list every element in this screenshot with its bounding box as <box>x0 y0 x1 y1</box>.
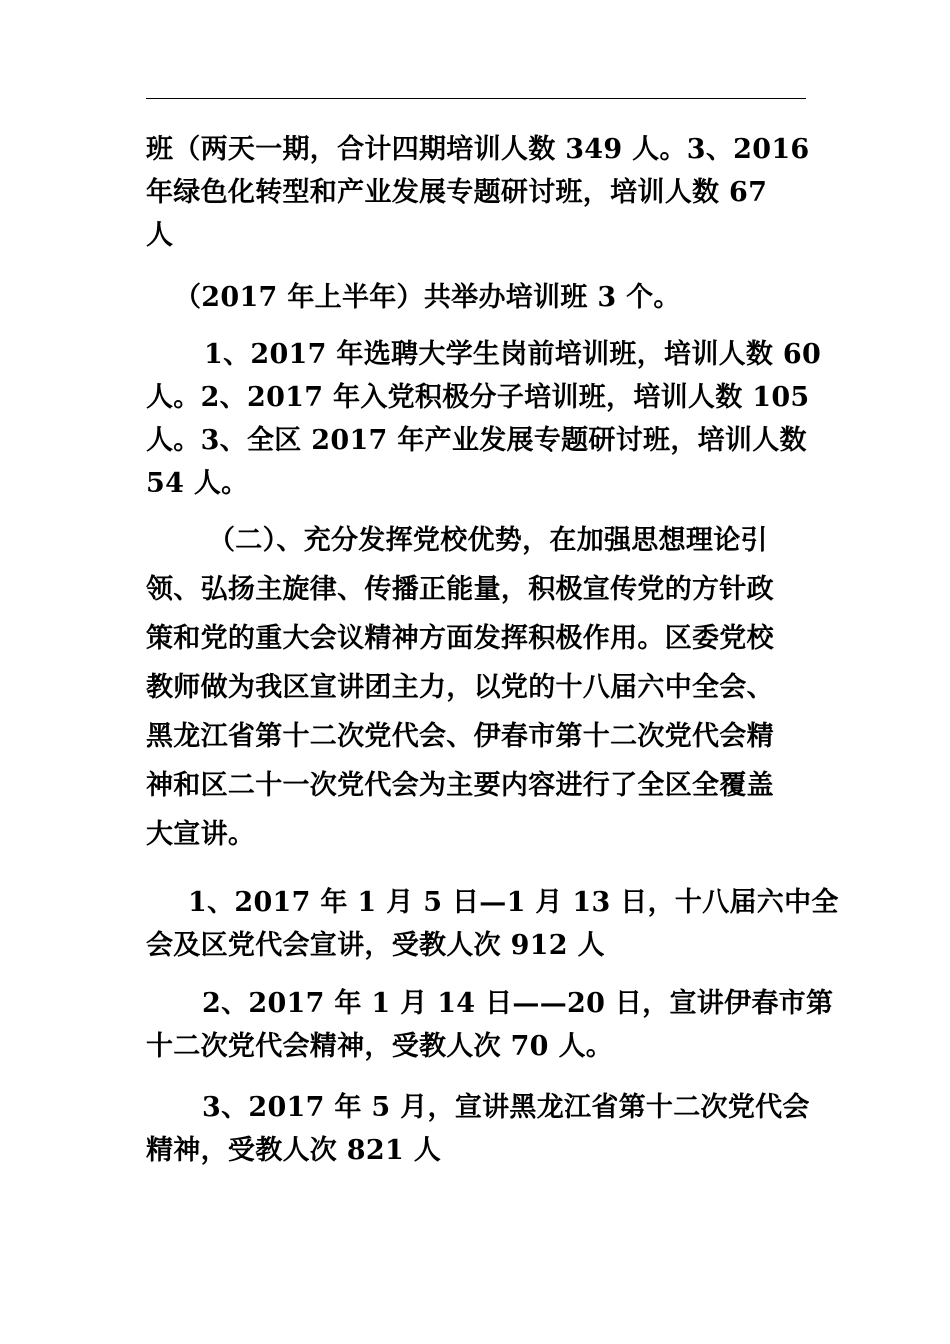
text-line: 3、2017 年 5 月，宣讲黑龙江省第十二次党代会 <box>202 1092 810 1123</box>
paragraph-training-2016 <box>146 128 810 257</box>
text-line: 黑龙江省第十二次党代会、伊春市第十二次党代会精 <box>146 721 774 752</box>
text-line: 会及区党代会宣讲，受教人次 912 人 <box>146 930 605 961</box>
text-line: （二）、充分发挥党校优势，在加强思想理论引 <box>208 525 768 556</box>
paragraph-2017-training-list <box>146 333 822 505</box>
text-line: 领、弘扬主旋律、传播正能量，积极宣传党的方针政 <box>146 574 774 605</box>
text-line: 人 <box>146 220 174 251</box>
text-line: 大宣讲。 <box>146 819 256 850</box>
text-line: 2、2017 年 1 月 14 日——20 日，宣讲伊春市第 <box>202 988 834 1019</box>
text-line: 班（两天一期，合计四期培训人数 349 人。3、2016 <box>146 134 810 165</box>
header-rule <box>146 98 806 99</box>
text-line: 人。3、全区 2017 年产业发展专题研讨班，培训人数 <box>146 425 807 456</box>
text-line: 十二次党代会精神，受教人次 70 人。 <box>146 1031 614 1062</box>
text-line: 年绿色化转型和产业发展专题研讨班，培训人数 67 <box>146 177 768 208</box>
text-line: 精神，受教人次 821 人 <box>146 1135 442 1166</box>
text-line: 54 人。 <box>146 468 249 499</box>
paragraph-lecture-1 <box>146 881 839 967</box>
text-line: 1、2017 年选聘大学生岗前培训班，培训人数 60 <box>204 339 822 370</box>
paragraph-lecture-3 <box>146 1086 810 1172</box>
text-line: （2017 年上半年）共举办培训班 3 个。 <box>174 282 681 313</box>
paragraph-section-two <box>146 516 810 859</box>
text-line: 1、2017 年 1 月 5 日—1 月 13 日，十八届六中全 <box>188 887 839 918</box>
text-line: 策和党的重大会议精神方面发挥积极作用。区委党校 <box>146 623 774 654</box>
paragraph-lecture-2 <box>146 982 834 1068</box>
text-line: 教师做为我区宣讲团主力，以党的十八届六中全会、 <box>146 672 774 703</box>
text-line: 神和区二十一次党代会为主要内容进行了全区全覆盖 <box>146 770 774 801</box>
text-line: 人。2、2017 年入党积极分子培训班，培训人数 105 <box>146 382 810 413</box>
paragraph-2017-h1-summary <box>146 276 838 319</box>
